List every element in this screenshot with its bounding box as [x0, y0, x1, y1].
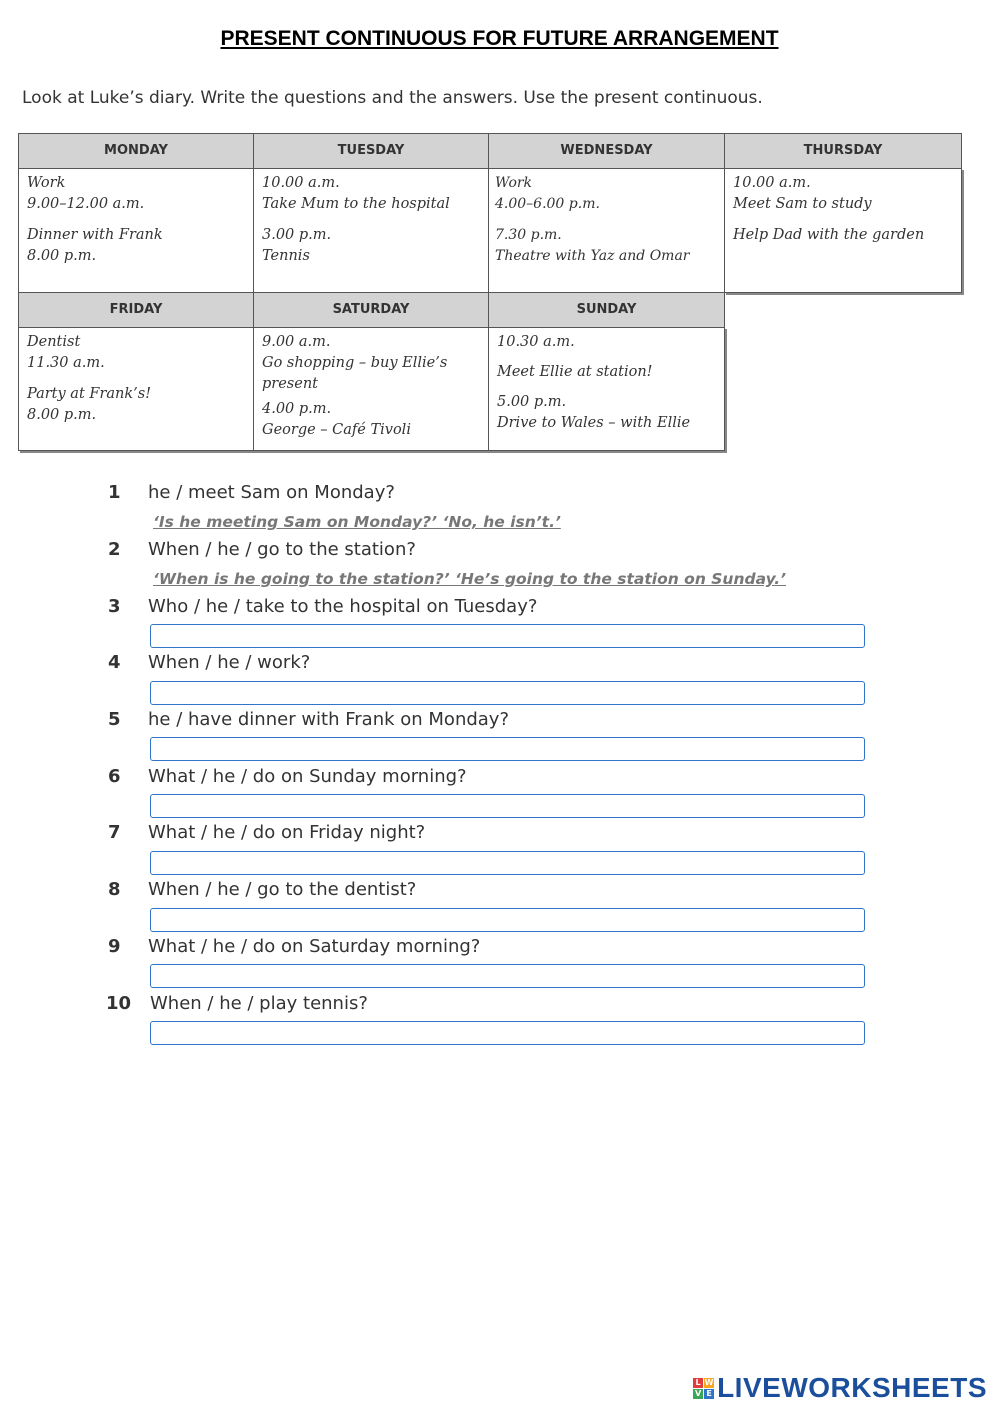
question-text: When / he / go to the station?: [148, 539, 416, 560]
saturday-line: George – Café Tivoli: [262, 422, 411, 438]
monday-line: Work: [27, 175, 66, 191]
question-7: [108, 822, 425, 843]
cell-wednesday: [488, 168, 725, 293]
thursday-line: Help Dad with the garden: [733, 227, 925, 243]
tuesday-line: 3.00 p.m.: [262, 227, 332, 243]
diary-table: [18, 133, 964, 453]
sunday-line: Meet Ellie at station!: [497, 364, 653, 380]
question-number: 3: [108, 596, 121, 617]
answer-field-6[interactable]: [150, 794, 865, 818]
question-4: [108, 652, 310, 673]
cell-tuesday: [253, 168, 489, 293]
question-number: 10: [106, 993, 132, 1014]
question-text: What / he / do on Saturday morning?: [148, 936, 481, 957]
question-number: 7: [108, 822, 121, 843]
question-9: [108, 936, 480, 957]
example-answer-2: ‘When is he going to the station?’ ‘He’s going to the station on Sunday.’: [153, 570, 787, 588]
question-6: [108, 766, 467, 787]
question-number: 4: [108, 652, 121, 673]
monday-line: Dinner with Frank: [27, 227, 163, 243]
worksheet-title: PRESENT CONTINUOUS FOR FUTURE ARRANGEMENT: [220, 27, 779, 50]
wednesday-line: Theatre with Yaz and Omar: [495, 248, 690, 264]
question-text: When / he / go to the dentist?: [148, 879, 417, 900]
sunday-line: 10.30 a.m.: [497, 334, 575, 350]
answer-field-9[interactable]: [150, 964, 865, 988]
tuesday-line: 10.00 a.m.: [262, 175, 340, 191]
header-friday: FRIDAY: [18, 292, 254, 328]
friday-line: 11.30 a.m.: [27, 355, 105, 371]
header-monday: MONDAY: [18, 133, 254, 169]
question-text: he / have dinner with Frank on Monday?: [148, 709, 510, 730]
saturday-line: present: [262, 376, 318, 392]
answer-field-7[interactable]: [150, 851, 865, 875]
liveworksheets-logo: [693, 1372, 987, 1404]
header-wednesday: WEDNESDAY: [488, 133, 725, 169]
question-5: [108, 709, 509, 730]
question-text: What / he / do on Sunday morning?: [148, 766, 467, 787]
question-number: 5: [108, 709, 121, 730]
monday-line: 8.00 p.m.: [27, 248, 97, 264]
wednesday-line: 4.00–6.00 p.m.: [495, 196, 600, 212]
instruction-text: Look at Luke’s diary. Write the questions and the answers. Use the present continuous.: [22, 88, 763, 108]
question-2: [108, 539, 416, 560]
cell-friday: [18, 327, 254, 451]
question-10: [106, 993, 368, 1014]
example-answer-1: ‘Is he meeting Sam on Monday?’ ‘No, he isn’t.’: [153, 513, 561, 531]
logo-text: LIVEWORKSHEETS: [717, 1372, 987, 1403]
monday-line: 9.00–12.00 a.m.: [27, 196, 145, 212]
answer-field-4[interactable]: [150, 681, 865, 705]
question-1: [108, 482, 395, 503]
sunday-line: Drive to Wales – with Ellie: [497, 415, 691, 431]
question-number: 1: [108, 482, 121, 503]
friday-line: Party at Frank’s!: [27, 386, 152, 402]
sunday-line: 5.00 p.m.: [497, 394, 567, 410]
answer-field-3[interactable]: [150, 624, 865, 648]
question-number: 2: [108, 539, 121, 560]
question-3: [108, 596, 537, 617]
question-text: Who / he / take to the hospital on Tuesday?: [148, 596, 538, 617]
cell-saturday: [253, 327, 489, 451]
tuesday-line: Tennis: [262, 248, 310, 264]
header-thursday: THURSDAY: [724, 133, 962, 169]
header-saturday: SATURDAY: [253, 292, 489, 328]
thursday-line: 10.00 a.m.: [733, 175, 811, 191]
question-text: When / he / work?: [148, 652, 311, 673]
cell-thursday: [724, 168, 962, 293]
logo-letter: E: [704, 1389, 714, 1399]
tuesday-line: Take Mum to the hospital: [262, 196, 450, 212]
saturday-line: Go shopping – buy Ellie’s: [262, 355, 448, 371]
answer-field-5[interactable]: [150, 737, 865, 761]
header-tuesday: TUESDAY: [253, 133, 489, 169]
answer-field-8[interactable]: [150, 908, 865, 932]
friday-line: Dentist: [27, 334, 81, 350]
logo-letter: L: [693, 1378, 703, 1388]
saturday-line: 4.00 p.m.: [262, 401, 332, 417]
logo-letter: W: [704, 1377, 714, 1387]
logo-letter: V: [694, 1388, 702, 1398]
thursday-line: Meet Sam to study: [733, 196, 872, 212]
cell-monday: [18, 168, 254, 293]
question-text: What / he / do on Friday night?: [148, 822, 426, 843]
cell-sunday: [488, 327, 725, 451]
question-text: he / meet Sam on Monday?: [148, 482, 395, 503]
question-number: 9: [108, 936, 121, 957]
question-text: When / he / play tennis?: [150, 993, 368, 1014]
question-number: 6: [108, 766, 121, 787]
question-8: [108, 879, 416, 900]
saturday-line: 9.00 a.m.: [262, 334, 331, 350]
friday-line: 8.00 p.m.: [27, 407, 97, 423]
answer-field-10[interactable]: [150, 1021, 865, 1045]
wednesday-line: 7.30 p.m.: [495, 227, 562, 243]
question-number: 8: [108, 879, 121, 900]
wednesday-line: Work: [495, 175, 533, 191]
logo-mark-icon: [693, 1378, 714, 1399]
header-sunday: SUNDAY: [488, 292, 725, 328]
